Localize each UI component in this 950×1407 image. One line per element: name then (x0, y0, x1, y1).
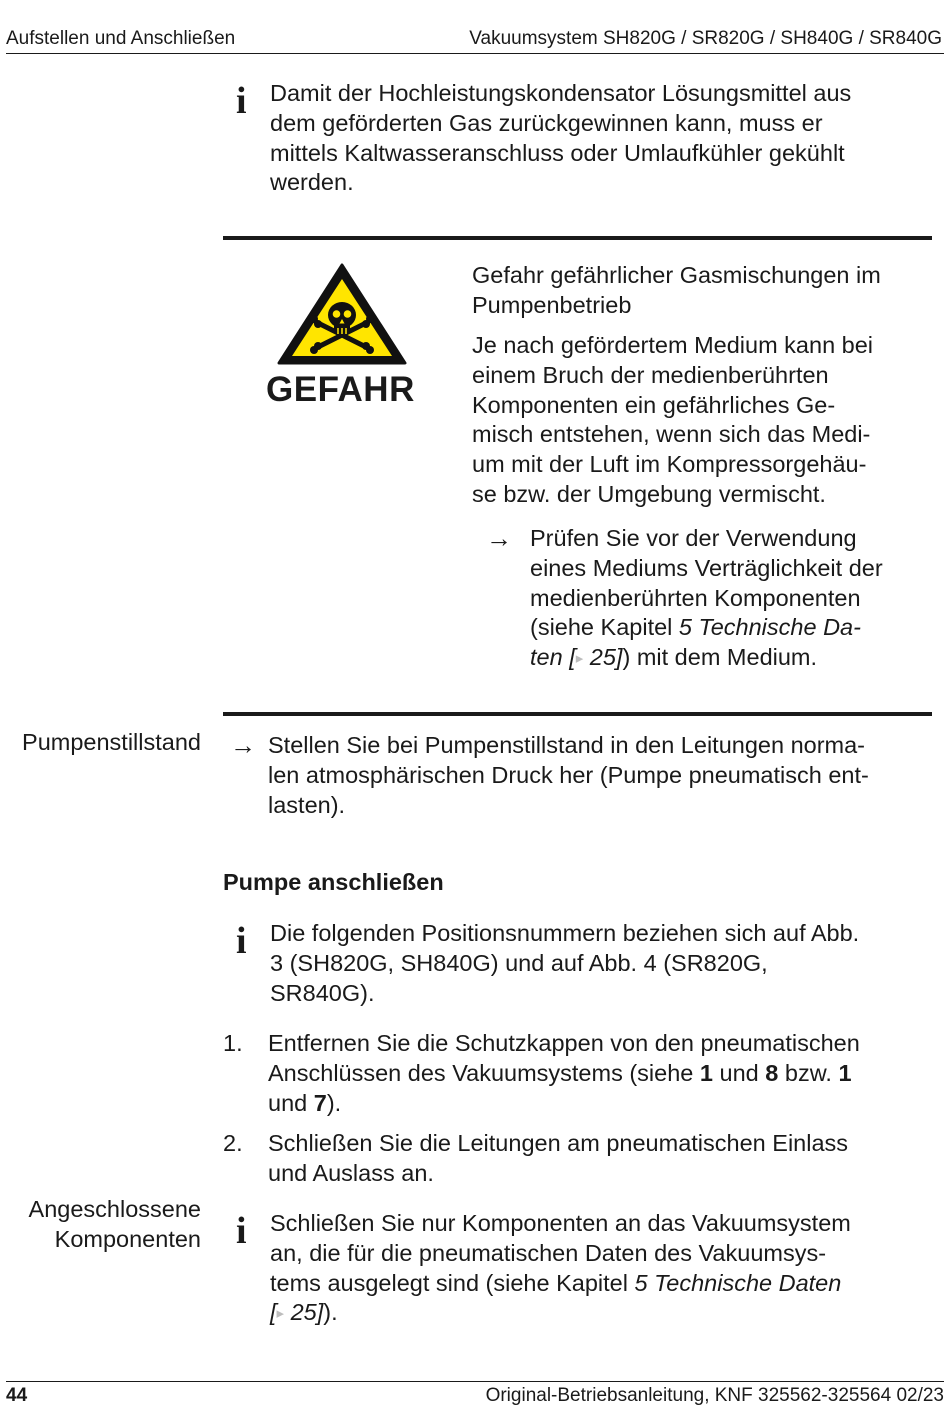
section-top-rule (223, 712, 932, 716)
page-reference-marker-icon: ▸ (575, 650, 584, 668)
arrow-right-icon: → (486, 523, 512, 553)
danger-action: Prüfen Sie vor der Verwendung eines Mediums Verträglichkeit der medienberührten Komponenten (siehe Kapitel 5 Technische Da- ten [▸ 25]) mit dem Medium. (530, 525, 883, 671)
section-heading-pumpe-anschliessen: Pumpe anschließen (223, 869, 444, 895)
information-icon: i (236, 80, 247, 122)
page-reference-link[interactable]: 25] (284, 1299, 324, 1326)
danger-title: Gefahr gefährlicher Gasmischungen im Pumpenbetrieb (472, 262, 881, 318)
step-number: 1. (223, 1030, 243, 1056)
page-reference-marker-icon: ▸ (276, 1305, 285, 1323)
side-label-angeschlossene-komponenten: Angeschlossene Komponenten (28, 1196, 201, 1252)
info-note-connected-components: Schließen Sie nur Komponenten an das Vakuumsystem an, die für die pneumatischen Daten des Vakuumsys- tems ausgelegt sind (siehe Kapitel 5 Technische Daten [▸ 25]). (270, 1210, 851, 1326)
info-note-position-numbers: Die folgenden Positionsnummern beziehen sich auf Abb. 3 (SH820G, SH840G) und auf Abb. 4 (SR820G, SR840G). (270, 920, 860, 1006)
info-note-condenser: Damit der Hochleistungskondensator Lösungsmittel aus dem geförderten Gas zurückgewinnen kann, muss er mittels Kaltwasseranschluss oder Umlaufkühler gekühlt werden. (270, 80, 852, 196)
footer-divider (6, 1381, 944, 1382)
step-1-text: Entfernen Sie die Schutzkappen von den pneumatischen Anschlüssen des Vakuumsystems (siehe 1 und 8 bzw. 1 und 7). (268, 1030, 860, 1116)
arrow-right-icon: → (230, 730, 256, 760)
danger-block-top-rule (223, 236, 932, 240)
chapter-reference-link[interactable]: 5 Technische Da- (678, 614, 861, 641)
footer-document-info: Original-Betriebsanleitung, KNF 325562-325564 02/23 (485, 1385, 944, 1406)
step-number: 2. (223, 1130, 243, 1156)
information-icon: i (236, 1210, 247, 1252)
side-label-pumpenstillstand: Pumpenstillstand (22, 729, 201, 755)
header-divider (6, 53, 944, 54)
step-2-text: Schließen Sie die Leitungen am pneumatischen Einlass und Auslass an. (268, 1130, 849, 1186)
toxic-skull-warning-icon (276, 262, 408, 366)
information-icon: i (236, 920, 247, 962)
danger-description: Je nach gefördertem Medium kann bei einem Bruch der medienberührten Komponenten ein gefährliches Ge- misch entstehen, wenn sich das Medi- um mit der Luft im Kompressorgehäu- se bzw. der Umgebung vermischt. (472, 332, 874, 507)
running-header-chapter: Aufstellen und Anschließen (6, 28, 236, 49)
signal-word-gefahr: GEFAHR (266, 370, 415, 409)
page-number: 44 (6, 1385, 28, 1406)
running-header-product: Vakuumsystem SH820G / SR820G / SH840G / SR840G (469, 28, 942, 49)
chapter-reference-link[interactable]: 5 Technische Daten (634, 1269, 842, 1296)
stillstand-instruction: Stellen Sie bei Pumpenstillstand in den Leitungen norma- len atmosphärischen Druck her (Pumpe pneumatisch ent- lasten). (268, 732, 869, 818)
page-reference-link[interactable]: 25] (583, 644, 623, 671)
